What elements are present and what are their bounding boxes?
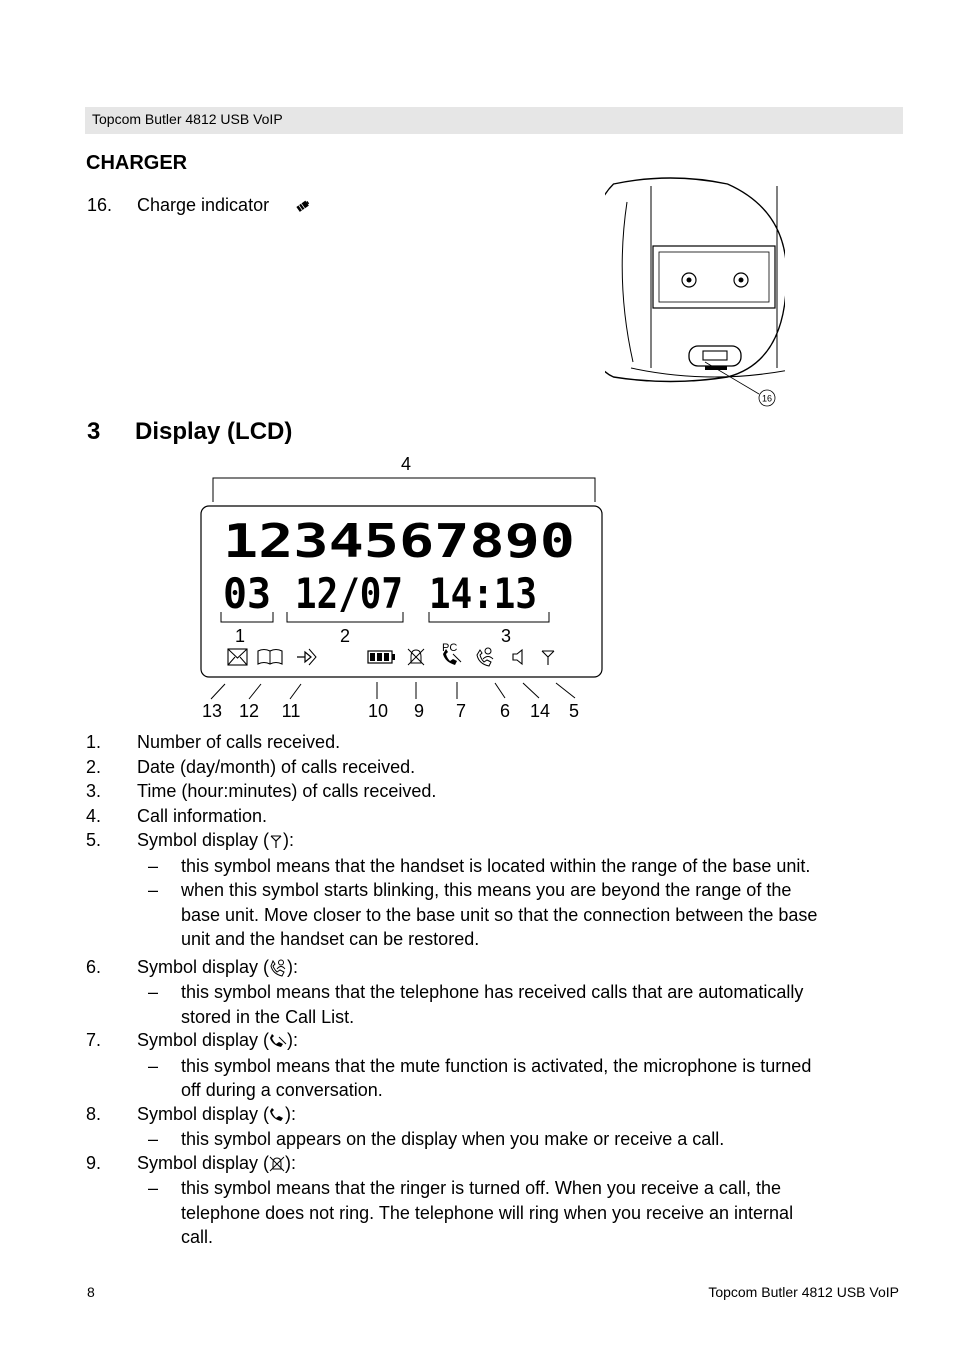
callout-12: 12 [238, 701, 260, 721]
header-title: Topcom Butler 4812 USB VoIP [92, 111, 283, 127]
charger-callout: 16 [761, 393, 773, 404]
symbol-prefix: Symbol display ( [137, 1030, 270, 1050]
dash-bullet: – [148, 855, 159, 876]
dash-bullet: – [148, 1129, 159, 1149]
text-line: this symbol means that the handset is located within the range of the base unit. [181, 855, 811, 876]
charger-heading: CHARGER [86, 152, 188, 174]
callout-13: 13 [201, 701, 223, 721]
page-header [85, 107, 903, 134]
text-line: stored in the Call List. [181, 1006, 355, 1027]
text-line: telephone does not ring. The telephone will ring when you receive an internal [181, 1202, 794, 1223]
list-item-number: 6. [86, 956, 102, 977]
list-item-text: Call information. [137, 805, 268, 826]
lcd-diagram [195, 450, 615, 730]
dash-bullet: – [148, 982, 159, 1002]
list-item-number: 7. [86, 1030, 102, 1050]
lcd-label-4: 4 [400, 454, 412, 474]
symbol-suffix: ): [287, 1030, 299, 1050]
footer-title: Topcom Butler 4812 USB VoIP [708, 1284, 899, 1300]
text-line: call. [181, 1227, 214, 1247]
text-line: this symbol means that the telephone has received calls that are automatically [181, 982, 804, 1002]
list-item-number: 2. [86, 756, 102, 777]
list-item-number: 9. [86, 1152, 102, 1173]
list-item-symbol-text [137, 955, 298, 980]
text-line: unit and the handset can be restored. [181, 929, 480, 949]
text-line: this symbol means that the ringer is turned off. When you receive a call, the [181, 1178, 781, 1198]
lcd-date: 12/07 [295, 569, 403, 618]
symbol-suffix: ): [283, 830, 295, 850]
callout-7: 7 [455, 701, 467, 721]
list-sub-item-text [181, 878, 901, 952]
text-line: off during a conversation. [181, 1080, 383, 1100]
list-item-symbol-text [137, 1102, 296, 1127]
list-sub-item-text [181, 1176, 901, 1250]
symbol-suffix: ): [285, 1103, 297, 1124]
lcd-digits-row1: 1234567890 [223, 514, 575, 568]
lcd-pc-label: PC [442, 642, 458, 654]
list-item-symbol-text [137, 1028, 298, 1053]
list-sub-item-text [181, 1127, 901, 1152]
list-sub-item-text [181, 1054, 901, 1103]
list-item-number: 3. [86, 781, 102, 801]
callout-14: 14 [529, 701, 551, 721]
dash-bullet: – [148, 1055, 159, 1076]
callout-5: 5 [568, 701, 580, 721]
symbol-prefix: Symbol display ( [137, 1152, 270, 1173]
symbol-suffix: ): [287, 956, 299, 977]
mute-icon [269, 1034, 287, 1048]
text-line: this symbol appears on the display when you make or receive a call. [181, 1129, 725, 1149]
list-item-text: Time (hour:minutes) of calls received. [137, 781, 437, 801]
handset-icon [269, 1108, 285, 1122]
lcd-calls-count: 03 [223, 569, 271, 618]
callout-11: 11 [281, 701, 301, 721]
symbol-prefix: Symbol display ( [137, 956, 270, 977]
section-number: 3 [87, 418, 101, 445]
callout-10: 10 [367, 701, 389, 721]
section-title: Display (LCD) [135, 418, 293, 445]
dash-bullet: – [148, 1178, 159, 1198]
list-sub-item-text [181, 980, 901, 1029]
list-item-number: 1. [86, 732, 102, 752]
charger-drawing [605, 172, 785, 412]
text-line: base unit. Move closer to the base unit so that the connection between the base [181, 904, 818, 925]
list-item-symbol-text [137, 1151, 296, 1176]
callout-9: 9 [413, 701, 425, 721]
charger-item-text: Charge indicator [137, 195, 270, 215]
list-item-text: Number of calls received. [137, 732, 341, 752]
list-sub-item-text [181, 854, 901, 879]
lcd-group-label-2: 2 [339, 626, 351, 646]
charger-item-number: 16. [87, 195, 113, 215]
ringer-off-icon [269, 1156, 285, 1172]
lcd-group-label-1: 1 [234, 626, 246, 646]
battery-charge-icon [296, 200, 310, 212]
list-item-symbol-text [137, 828, 294, 853]
symbol-prefix: Symbol display ( [137, 830, 270, 850]
symbol-prefix: Symbol display ( [137, 1103, 270, 1124]
list-item-number: 8. [86, 1103, 102, 1124]
dash-bullet: – [148, 880, 159, 900]
list-item-number: 5. [86, 830, 102, 850]
text-line: when this symbol starts blinking, this means you are beyond the range of the [181, 880, 792, 900]
call-list-icon [269, 959, 287, 977]
list-item-text: Date (day/month) of calls received. [137, 756, 416, 777]
callout-6: 6 [499, 701, 511, 721]
list-item-number: 4. [86, 805, 102, 826]
lcd-group-label-3: 3 [500, 626, 512, 646]
antenna-icon [269, 833, 283, 849]
page-number: 8 [87, 1284, 95, 1300]
lcd-time: 14:13 [429, 569, 537, 618]
text-line: this symbol means that the mute function is activated, the microphone is turned [181, 1055, 812, 1076]
symbol-suffix: ): [285, 1152, 297, 1173]
